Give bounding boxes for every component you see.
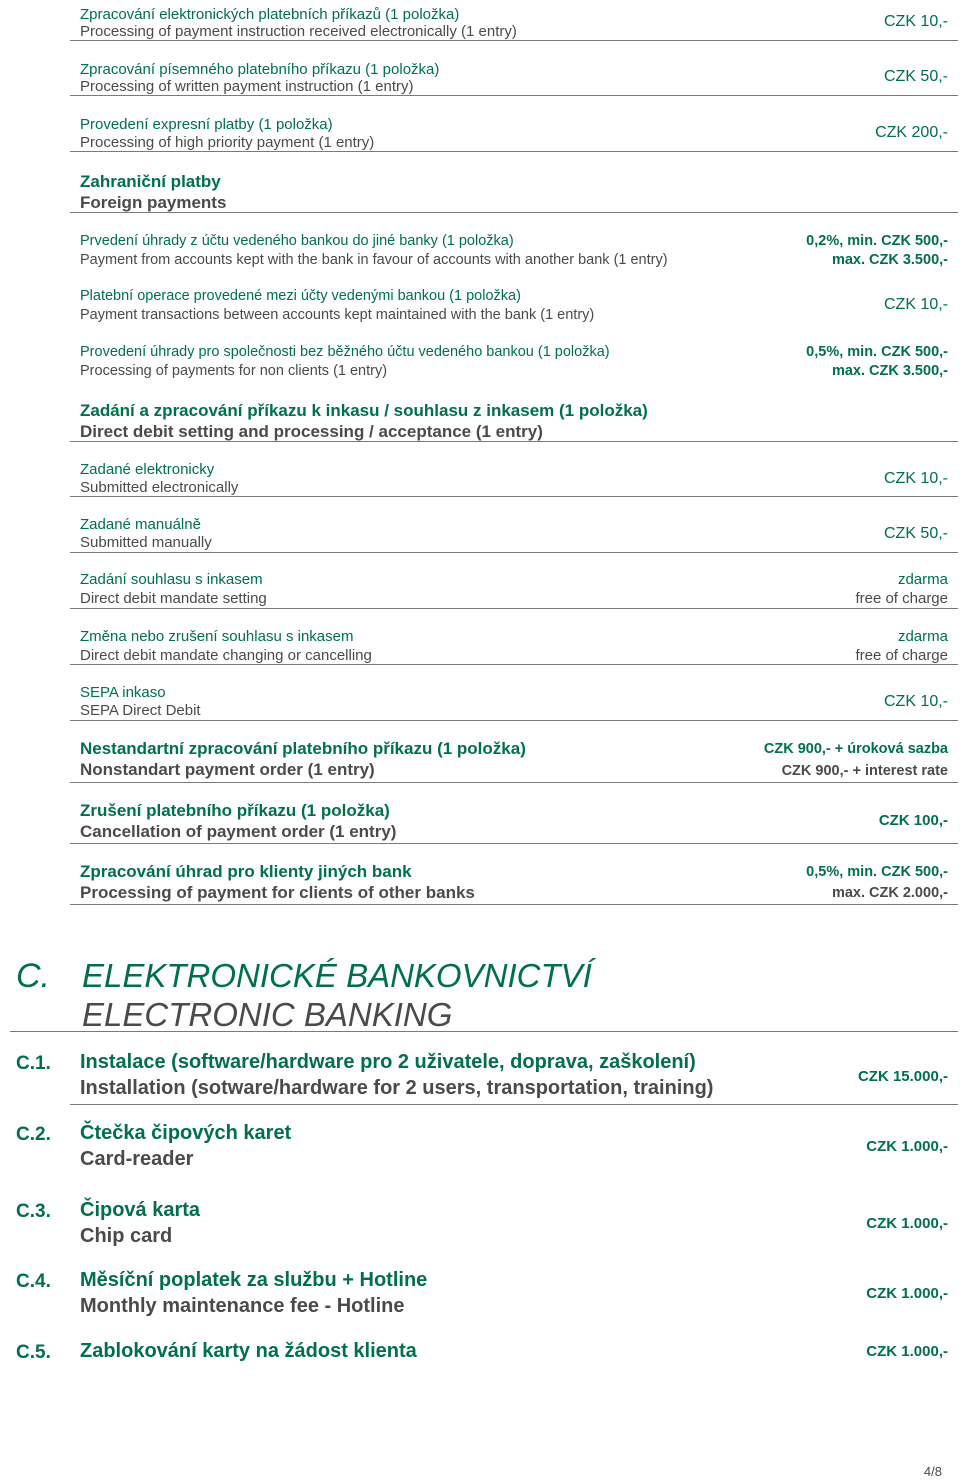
service-label-en: Installation (sotware/hardware for 2 users, transportation, training) <box>80 1077 714 1099</box>
service-row <box>70 1266 958 1322</box>
fee-row <box>70 797 958 844</box>
fee-label-cz: Zadání souhlasu s inkasem <box>80 571 263 588</box>
fee-price: 0,5%, min. CZK 500,- <box>806 344 948 360</box>
service-price: CZK 1.000,- <box>866 1138 948 1155</box>
fee-row <box>70 56 958 96</box>
service-label-cz: Čtečka čipových karet <box>80 1122 292 1144</box>
service-label-cz: Instalace (software/hardware pro 2 uživatele, doprava, zaškolení) <box>80 1051 696 1073</box>
foreign-heading-cz: Zahraniční platby <box>80 172 221 191</box>
direct-debit-heading-cz: Zadání a zpracování příkazu k inkasu / souhlasu z inkasem (1 položka) <box>80 401 648 420</box>
service-label-cz: Měsíční poplatek za službu + Hotline <box>80 1269 428 1291</box>
item-number: C.2. <box>16 1124 51 1145</box>
fee-row <box>70 736 958 783</box>
fee-row <box>70 568 958 609</box>
fee-price-en: free of charge <box>855 590 948 607</box>
section-title-cz: ELEKTRONICKÉ BANKOVNICTVÍ <box>82 957 592 994</box>
item-number: C.3. <box>16 1201 51 1222</box>
service-label-en: Monthly maintenance fee - Hotline <box>80 1295 405 1317</box>
fee-price: CZK 10,- <box>883 693 948 710</box>
fee-price: CZK 10,- <box>883 13 948 30</box>
fee-row <box>70 624 958 665</box>
fee-price-max: max. CZK 3.500,- <box>831 363 948 379</box>
fee-label-cz: Zadané manuálně <box>80 516 201 533</box>
section-heading-direct-debit <box>70 395 958 442</box>
section-divider <box>10 1031 958 1032</box>
fee-label-en: Payment from accounts kept with the bank in favour of accounts with another bank (1 entry) <box>80 252 668 268</box>
direct-debit-heading-en: Direct debit setting and processing / acceptance (1 entry) <box>80 422 543 441</box>
fee-price: 0,5%, min. CZK 500,- <box>806 864 948 880</box>
page-number: 4/8 <box>923 1464 942 1479</box>
fee-row <box>70 456 958 497</box>
fee-row <box>70 228 958 270</box>
fee-price: zdarma <box>897 571 948 588</box>
fee-price-max: max. CZK 3.500,- <box>831 252 948 268</box>
fee-label-cz: Zpracování elektronických platebních příkazů (1 položka) <box>80 6 460 23</box>
fee-price-en: free of charge <box>855 647 948 664</box>
fee-price: CZK 10,- <box>883 296 948 313</box>
fee-price: CZK 10,- <box>883 470 948 487</box>
service-row <box>70 1048 958 1105</box>
fee-label-cz: SEPA inkaso <box>80 684 166 701</box>
fee-label-cz: Prvedení úhrady z účtu vedeného bankou do jiné banky (1 položka) <box>80 233 514 249</box>
fee-label-en: Processing of payment instruction received electronically (1 entry) <box>80 23 517 40</box>
service-price: CZK 1.000,- <box>866 1285 948 1302</box>
fee-price: CZK 50,- <box>883 68 948 85</box>
fee-label-cz: Provedení expresní platby (1 položka) <box>80 116 333 133</box>
fee-price-max: max. CZK 2.000,- <box>831 885 948 901</box>
fee-label-en: Nonstandart payment order (1 entry) <box>80 760 375 779</box>
service-label-en: Chip card <box>80 1225 173 1247</box>
fee-price: CZK 900,- + úroková sazba <box>763 741 948 757</box>
fee-label-cz: Zrušení platebního příkazu (1 položka) <box>80 801 390 820</box>
fee-price: zdarma <box>897 628 948 645</box>
fee-row <box>70 680 958 721</box>
fee-price: CZK 50,- <box>883 525 948 542</box>
service-price: CZK 1.000,- <box>866 1215 948 1232</box>
service-label-en: Card-reader <box>80 1148 194 1170</box>
service-row <box>70 1337 958 1367</box>
fee-row <box>70 0 958 41</box>
service-label-cz: Čipová karta <box>80 1199 201 1221</box>
service-row <box>70 1119 958 1175</box>
fee-label-cz: Zpracování písemného platebního příkazu (1 položka) <box>80 61 440 78</box>
service-price: CZK 1.000,- <box>866 1343 948 1360</box>
item-number: C.4. <box>16 1271 51 1292</box>
fee-label-cz: Zadané elektronicky <box>80 461 215 478</box>
fee-label-cz: Nestandartní zpracování platebního příkazu (1 položka) <box>80 739 526 758</box>
service-row <box>70 1196 958 1252</box>
fee-label-en: Direct debit mandate setting <box>80 590 267 607</box>
fee-price: CZK 200,- <box>875 124 948 141</box>
fee-label-en: Submitted electronically <box>80 479 239 496</box>
fee-row <box>70 858 958 905</box>
section-letter: C. <box>16 957 50 995</box>
fee-label-en: Direct debit mandate changing or cancelling <box>80 647 372 664</box>
fee-row <box>70 339 958 381</box>
section-title-en: ELECTRONIC BANKING <box>82 996 453 1033</box>
item-number: C.5. <box>16 1342 51 1363</box>
item-number: C.1. <box>16 1053 51 1074</box>
fee-label-en: Processing of high priority payment (1 entry) <box>80 134 375 151</box>
foreign-heading-en: Foreign payments <box>80 193 227 212</box>
section-heading-foreign <box>70 166 958 213</box>
fee-row <box>70 112 958 152</box>
service-price: CZK 15.000,- <box>857 1068 948 1085</box>
fee-row <box>70 512 958 553</box>
fee-label-en: Submitted manually <box>80 534 212 551</box>
fee-price: 0,2%, min. CZK 500,- <box>806 233 948 249</box>
fee-label-en: Payment transactions between accounts kept maintained with the bank (1 entry) <box>80 307 595 323</box>
fee-label-en: Processing of written payment instruction (1 entry) <box>80 78 414 95</box>
fee-price-en: CZK 900,- + interest rate <box>781 763 948 779</box>
fee-label-cz: Změna nebo zrušení souhlasu s inkasem <box>80 628 354 645</box>
fee-label-en: SEPA Direct Debit <box>80 702 201 719</box>
fee-label-en: Processing of payments for non clients (1 entry) <box>80 363 388 379</box>
fee-label-en: Cancellation of payment order (1 entry) <box>80 822 397 841</box>
fee-label-cz: Provedení úhrady pro společnosti bez běžného účtu vedeného bankou (1 položka) <box>80 344 610 360</box>
fee-label-en: Processing of payment for clients of other banks <box>80 883 475 902</box>
fee-price: CZK 100,- <box>878 812 948 829</box>
fee-label-cz: Platební operace provedené mezi účty vedenými bankou (1 položka) <box>80 288 521 304</box>
fee-label-cz: Zpracování úhrad pro klienty jiných bank <box>80 862 412 881</box>
service-label-cz: Zablokování karty na žádost klienta <box>80 1340 417 1362</box>
fee-row <box>70 283 958 325</box>
